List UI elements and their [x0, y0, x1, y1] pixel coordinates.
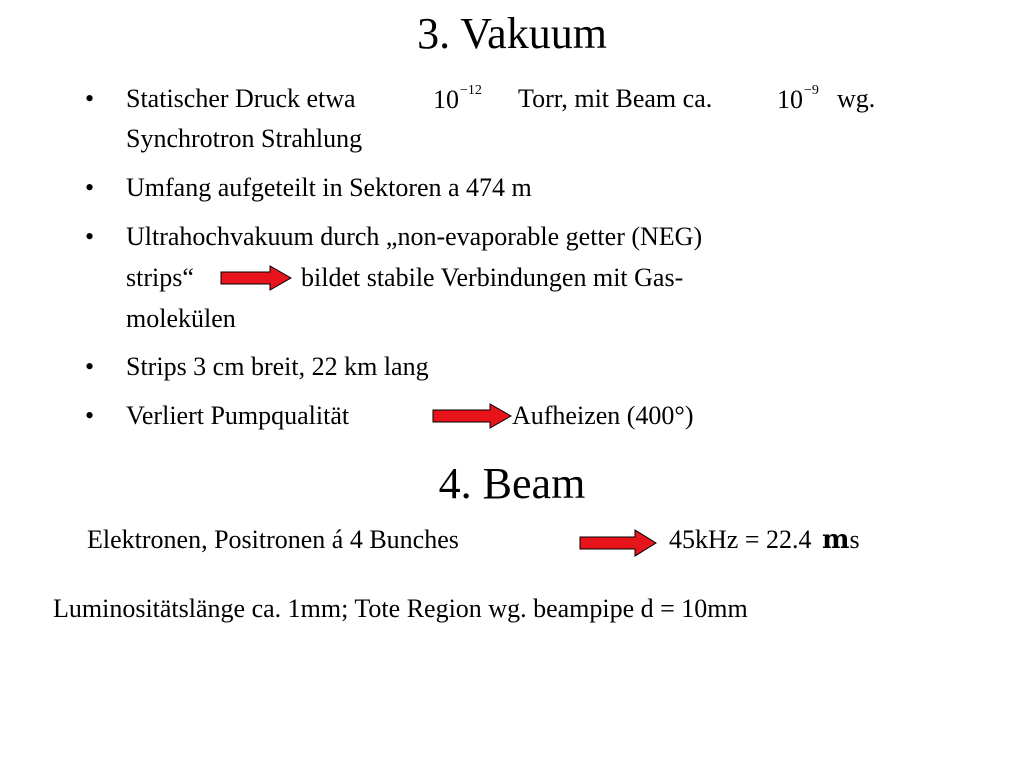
bullet-dot: • — [85, 352, 95, 381]
section-title-vakuum: 3. Vakuum — [417, 9, 607, 58]
beam-line1-text-b — [669, 527, 860, 553]
right-arrow-icon — [432, 403, 512, 429]
right-arrow-icon — [579, 529, 657, 557]
bullet-druck-line2: Synchrotron Strahlung — [126, 124, 363, 153]
bullet-uhv-line1: Ultrahochvakuum durch „non-evaporable getter (NEG) — [126, 222, 703, 251]
bullet-druck-text-c: wg. — [837, 84, 876, 113]
seconds-unit: s — [849, 525, 860, 554]
bullet-uhv-line3: molekülen — [126, 304, 236, 333]
pressure-static-exp: −12 — [460, 83, 482, 98]
bullet-druck-text-b: Torr, mit Beam ca. — [518, 84, 713, 113]
bullet-dot: • — [85, 222, 95, 251]
bullet-pumpqualitaet-text-b: Aufheizen (400°) — [512, 401, 694, 430]
bullet-strips-text: Strips 3 cm breit, 22 km lang — [126, 352, 429, 381]
beam-line2-text: Luminositätslänge ca. 1mm; Tote Region wg. beampipe d = 10mm — [53, 594, 748, 623]
bullet-uhv-line2a: strips“ — [126, 263, 194, 292]
beam-frequency: 45kHz = 22.4 — [669, 525, 812, 554]
bullet-umfang-text: Umfang aufgeteilt in Sektoren a 474 m — [126, 173, 532, 202]
bullet-dot: • — [85, 84, 95, 113]
pressure-static — [433, 83, 482, 114]
mu-symbol: m — [821, 525, 850, 555]
pressure-static-base: 10 — [433, 85, 459, 114]
beam-line1-text-a: Elektronen, Positronen á 4 Bunches — [87, 525, 459, 554]
bullet-dot: • — [85, 173, 95, 202]
bullet-dot: • — [85, 401, 95, 430]
bullet-uhv-line2b: bildet stabile Verbindungen mit Gas- — [301, 263, 684, 292]
pressure-beam-base: 10 — [777, 85, 803, 114]
pressure-beam-exp: −9 — [804, 83, 819, 98]
bullet-pumpqualitaet-text-a: Verliert Pumpqualität — [126, 401, 350, 430]
bullet-druck-text-a: Statischer Druck etwa — [126, 84, 356, 113]
right-arrow-icon — [220, 265, 292, 291]
pressure-beam — [777, 83, 819, 114]
section-title-beam: 4. Beam — [438, 459, 586, 508]
